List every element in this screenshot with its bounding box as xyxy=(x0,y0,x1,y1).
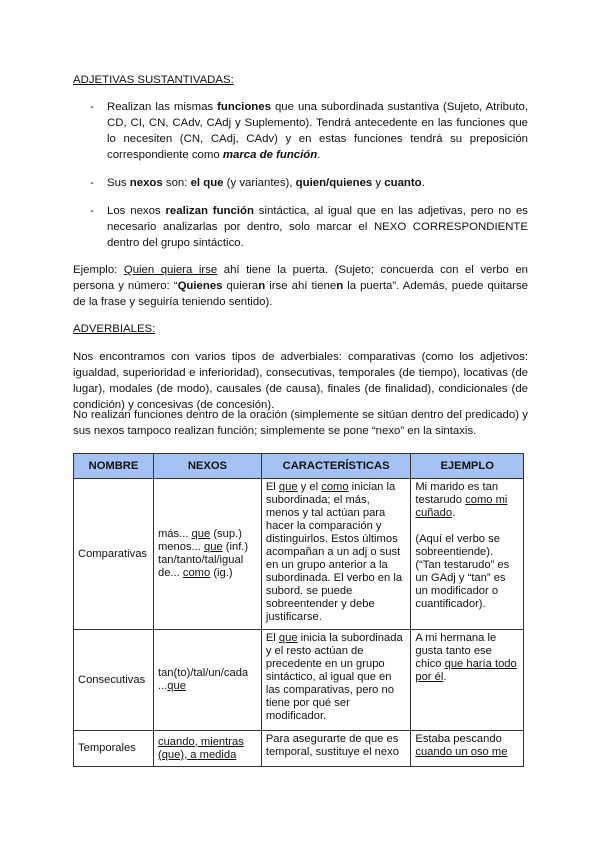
text-segment: (inf.) tan/tanto/tal/igual de... xyxy=(157,541,249,579)
text-segment: cuando un oso me xyxy=(415,746,508,758)
text-segment: Realizan las mismas xyxy=(107,101,218,113)
text-segment: nexos xyxy=(129,177,163,189)
text-segment: irse ahí tiene xyxy=(265,280,337,292)
text-segment: Los nexos xyxy=(107,205,166,217)
bullet-text xyxy=(107,99,528,163)
text-segment: como xyxy=(182,567,211,579)
cell-nombre: Temporales xyxy=(74,731,154,767)
text-segment: Estaba pescando xyxy=(415,733,502,745)
section-heading-adjetivas: ADJETIVAS SUSTANTIVADAS: xyxy=(73,74,234,86)
ejemplo-note: (Aquí el verbo se sobreentiende). (“Tan testarudo” es un GAdj y “tan” es un modificador o cuantificador). xyxy=(415,533,510,610)
bullet-item: - Sus nexos son: el que (y variantes), quien/quienes y cuanto. xyxy=(73,175,528,191)
text-segment: . xyxy=(443,671,447,683)
text-segment: . xyxy=(452,507,456,519)
adverbiales-table xyxy=(73,453,524,767)
text-segment: que una subordinada sustantiva (Sujeto, Atributo, CD, CI, CN, CAdv, CAdj y Suplemento). Tendrá antecedente en las funciones que lo necesiten (CN, CAdj, CAdv) y en estas funciones tendrá su preposición correspondiente como xyxy=(107,101,528,161)
cell-nexos xyxy=(153,479,261,630)
text-segment: más... xyxy=(157,528,192,540)
cell-ejemplo xyxy=(411,479,524,630)
cell-nombre: Consecutivas xyxy=(74,630,154,731)
text-segment: sintáctica, al igual que en las adjetivas, pero no es necesario analizarlas por dentro, solo marcar el NEXO CORRESPONDIENTE dentro del grupo sintáctico. xyxy=(107,205,528,249)
text-segment: quien/quienes xyxy=(295,177,373,189)
text-segment: inician la subordinada; el más, menos y tal actúan para hacer la comparación y distinguirlos. Estos últimos acompañan a un adj o sust en un grupo anterior a la subordinada. El verbo en la subord. se puede sobreentender y debe justificarse. xyxy=(265,481,403,623)
text-segment: Mi marido es tan testarudo xyxy=(415,481,499,506)
text-segment: funciones xyxy=(217,101,271,113)
text-segment: y el xyxy=(297,481,322,493)
text-segment: que xyxy=(278,481,298,493)
text-segment: cuando, mientras (que), a medida xyxy=(157,735,244,761)
header-caracteristicas: CARACTERÍSTICAS xyxy=(261,454,411,479)
bullet-text xyxy=(107,203,528,251)
header-nexos: NEXOS xyxy=(153,454,261,479)
text-segment: como mi cuñado xyxy=(415,494,508,519)
adverbiales-paragraph: Nos encontramos con varios tipos de adverbiales: comparativas (como los adjetivos: igualdad, superioridad e inferioridad), consecutivas, temporales (de tiempo), locativas (de lugar), modales (de modo), causales (de causa), finales (de finalidad), condicionales (de condición) y concesivas (de concesión). xyxy=(73,351,528,411)
table-row xyxy=(74,731,524,767)
table-row xyxy=(74,479,524,630)
text-segment: y xyxy=(372,177,385,189)
text-segment: El xyxy=(265,632,279,644)
text-segment: n xyxy=(336,280,344,292)
bullet-item: - Realizan las mismas funciones que una subordinada sustantiva (Sujeto, Atributo, CD, CI, CN, CAdv, CAdj y Suplemento). Tendrá antecedente en las funciones que lo necesiten (CN, CAdj, CAdv) y en estas funciones tendrá su preposición correspondiente como marca de función. xyxy=(90,101,528,161)
text-segment: A mi hermana le gusta tanto ese chico xyxy=(415,632,497,670)
text-segment: n xyxy=(258,280,266,292)
cell-caracteristicas xyxy=(261,731,411,767)
bullet-text xyxy=(107,175,528,191)
text-segment: Sus xyxy=(107,177,130,189)
text-segment: que xyxy=(191,528,211,540)
ejemplo-text xyxy=(415,481,519,520)
table-row xyxy=(74,630,524,731)
text-segment: Ejemplo: xyxy=(73,264,124,276)
cell-nombre: Comparativas xyxy=(74,479,154,630)
text-segment: la puerta”. Además, puede quitarse de la frase y seguiría teniendo sentido). xyxy=(73,280,528,308)
text-segment: El xyxy=(265,481,279,493)
text-segment: que xyxy=(278,632,298,644)
text-segment: tan(to)/tal/un/cada ... xyxy=(157,667,249,692)
adverbiales-paragraph-2: No realizan funciones dentro de la oración (simplemente se sitúan dentro del predicado) y sus nexos tampoco realizan función; simplemente se pone “nexo” en la sintaxis. xyxy=(73,409,528,437)
text-segment: . xyxy=(317,149,321,161)
text-segment: el que xyxy=(190,177,224,189)
text-segment: Quienes xyxy=(177,280,223,292)
text-segment: inicia la subordinada y el resto actúan de precedente en un grupo sintáctico, al igual que en las comparativas, pero no tiene por qué ser modificador. xyxy=(265,632,403,722)
bullet-item: - Los nexos realizan función sintáctica, al igual que en las adjetivas, pero no es necesario analizarlas por dentro, solo marcar el NEXO CORRESPONDIENTE dentro del grupo sintáctico. xyxy=(90,205,528,249)
text-segment: (sup.) menos... xyxy=(157,528,242,553)
cell-nexos xyxy=(153,630,261,731)
example-paragraph xyxy=(73,262,528,310)
text-segment: quiera xyxy=(222,280,259,292)
text-segment: cuanto xyxy=(384,177,422,189)
cell-caracteristicas xyxy=(261,479,411,630)
text-segment: que haría todo por él xyxy=(415,658,517,683)
text-segment: realizan función xyxy=(165,205,254,217)
text-segment: . xyxy=(421,177,425,189)
text-segment: (y variantes), xyxy=(223,177,296,189)
text-segment: son: xyxy=(162,177,191,189)
header-ejemplo: EJEMPLO xyxy=(411,454,524,479)
text-segment: Para asegurarte de que es temporal, sustituye el nexo xyxy=(265,733,399,758)
text-segment: ahí tiene la puerta. (Sujeto; concuerda con el verbo en persona y número: “ xyxy=(73,264,528,292)
text-segment: (ig.) xyxy=(210,567,233,579)
header-nombre: NOMBRE xyxy=(74,454,154,479)
cell-caracteristicas xyxy=(261,630,411,731)
cell-ejemplo xyxy=(411,630,524,731)
text-segment: Quien quiera irse xyxy=(123,264,218,276)
text-segment: que xyxy=(167,680,186,692)
text-segment: como xyxy=(321,481,349,493)
text-segment: que xyxy=(203,541,223,553)
text-segment: marca de función xyxy=(222,149,318,161)
cell-ejemplo xyxy=(411,731,524,767)
table-header-row xyxy=(74,454,524,479)
section-heading-adverbiales: ADVERBIALES: xyxy=(73,323,156,335)
cell-nexos xyxy=(153,731,261,767)
